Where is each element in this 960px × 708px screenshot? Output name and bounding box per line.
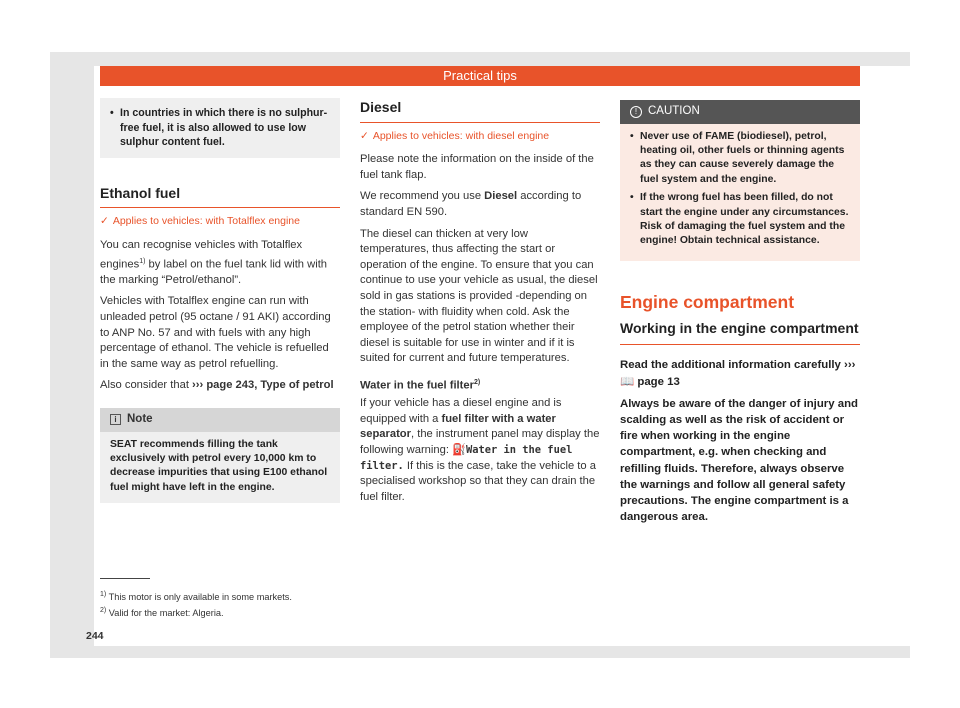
diesel-para-3: The diesel can thicken at very low temperatures, thus affecting the start or operation of the engine. To ensure that you can continue to use your vehicle as usual, the diesel sold in gas stations is provided -depending on the station- with fluidity when cold. Ask the employee of the petrol station whether their diesel is suitable for use in winter and if it is suited for current and future temperatures. — [360, 227, 598, 365]
ethanol-applies — [100, 214, 340, 230]
footnote-mark: 1) — [100, 591, 107, 598]
caution-header — [620, 100, 860, 124]
ethanol-para-2: Vehicles with Totalflex engine can run with unleaded petrol (95 octane / 91 AKI) according to ANP No. 57 and with fuels with any high percentage of ethanol. The vehicle is refuelled in the same way as petrol refuelling. — [100, 295, 331, 370]
check-icon: ✓ — [100, 215, 109, 228]
footnotes — [100, 588, 292, 620]
footnote-mark: 2) — [100, 607, 107, 615]
diesel-applies — [360, 129, 600, 145]
page-13-link[interactable]: page 13 — [637, 375, 680, 388]
left-column — [100, 98, 340, 503]
caution-label: CAUTION — [648, 105, 700, 117]
diesel-para-2 — [360, 189, 600, 220]
diesel-p4-text-c: If this is the case, take the vehicle to a specialised workshop so that they can drain the fuel filter. — [360, 459, 596, 503]
header-title: Practical tips — [443, 68, 517, 83]
engine-title: Engine compartment — [620, 291, 795, 312]
diesel-p4-text: If your vehicle has a diesel engine and is equipped with a — [360, 397, 562, 425]
ethanol-para-1 — [100, 238, 340, 289]
engine-subtitle: Working in the engine compartment — [620, 318, 860, 345]
ethanol-p1-text: You can recognise vehicles with Totalflex engines — [100, 238, 303, 271]
footnote-text: This motor is only available in some markets. — [108, 592, 292, 603]
caution-icon: ! — [630, 106, 642, 118]
check-icon: ✓ — [360, 129, 369, 142]
read-info-para — [620, 357, 860, 389]
note-box — [100, 408, 340, 503]
ethanol-applies-text: Applies to vehicles: with Totalflex engine — [112, 215, 300, 228]
diesel-applies-text: Applies to vehicles: with diesel engine — [372, 129, 550, 142]
caution-item: • If the wrong fuel has been filled, do not start the engine under any circumstances. Risk of damaging the fuel system and the engine! Obtain technical assistance. — [630, 191, 850, 249]
page-number: 244 — [86, 630, 104, 642]
diesel-p4-text-b: , the instrument panel may display the following warning: — [360, 428, 600, 457]
ethanol-p1-text-b: by label on the fuel tank lid with with the marking “Petrol/ethanol”. — [100, 258, 328, 286]
sulphur-note-box — [100, 98, 340, 158]
type-of-petrol-link[interactable]: ››› page 243, Type of petrol — [192, 379, 334, 392]
caution-item: • Never use of FAME (biodiesel), petrol, heating oil, other fuels or thinning agents as they can cause severely damage the fuel system and the engine. — [630, 130, 850, 188]
note-text: SEAT recommends filling the tank exclusively with petrol every 10,000 km to decrease impurities that using E100 ethanol fuel might have left in the engine. — [100, 432, 340, 504]
diesel-p2-text: We recommend you use — [360, 190, 485, 203]
diesel-para-4 — [360, 396, 600, 505]
footnote-divider — [100, 578, 150, 579]
diesel-p2-text-b: according to standard EN 590. — [360, 190, 582, 218]
middle-column — [360, 100, 600, 511]
water-heading — [360, 375, 600, 394]
ethanol-para-3 — [100, 378, 340, 394]
footnote-text: Valid for the market: Algeria. — [108, 608, 224, 619]
engine-warning-para: Always be aware of the danger of injury and scalding as well as the risk of accident or fire when working in the engine compartment, e.g. when checking and refilling fluids. Therefore, always observe the warnings and follow all general safety precautions. The engine compartment is a dangerous area. — [620, 397, 858, 524]
diesel-p4-bold: fuel filter with a water separator — [360, 412, 556, 441]
footnote-ref-2: 2) — [473, 378, 481, 386]
note-label: Note — [127, 413, 153, 426]
warning-text: Water in the fuel filter. — [360, 444, 573, 472]
ethanol-heading: Ethanol fuel — [100, 186, 340, 209]
diesel-bold: Diesel — [484, 190, 518, 203]
info-icon: i — [110, 414, 121, 425]
section-header — [100, 66, 860, 86]
note-header — [100, 408, 340, 432]
book-icon: 📖 — [620, 375, 635, 388]
footnote-ref-1: 1) — [139, 257, 146, 265]
sulphur-note: • In countries in which there is no sulphur-free fuel, it is also allowed to use low sulphur content fuel. — [110, 106, 330, 150]
ethanol-p3-text: Also consider that — [100, 379, 193, 392]
diesel-para-1: Please note the information on the inside of the fuel tank flap. — [360, 153, 594, 181]
footnote-2 — [100, 604, 292, 620]
diesel-heading: Diesel — [360, 100, 600, 123]
fuel-water-icon: ⛽ — [452, 444, 466, 457]
caution-body — [620, 124, 860, 261]
read-info-text: Read the additional information carefully ››› — [620, 359, 856, 372]
caution-box — [620, 100, 860, 261]
right-column — [620, 100, 860, 531]
footnote-1 — [100, 588, 292, 604]
water-heading-text: Water in the fuel filter — [360, 379, 474, 392]
